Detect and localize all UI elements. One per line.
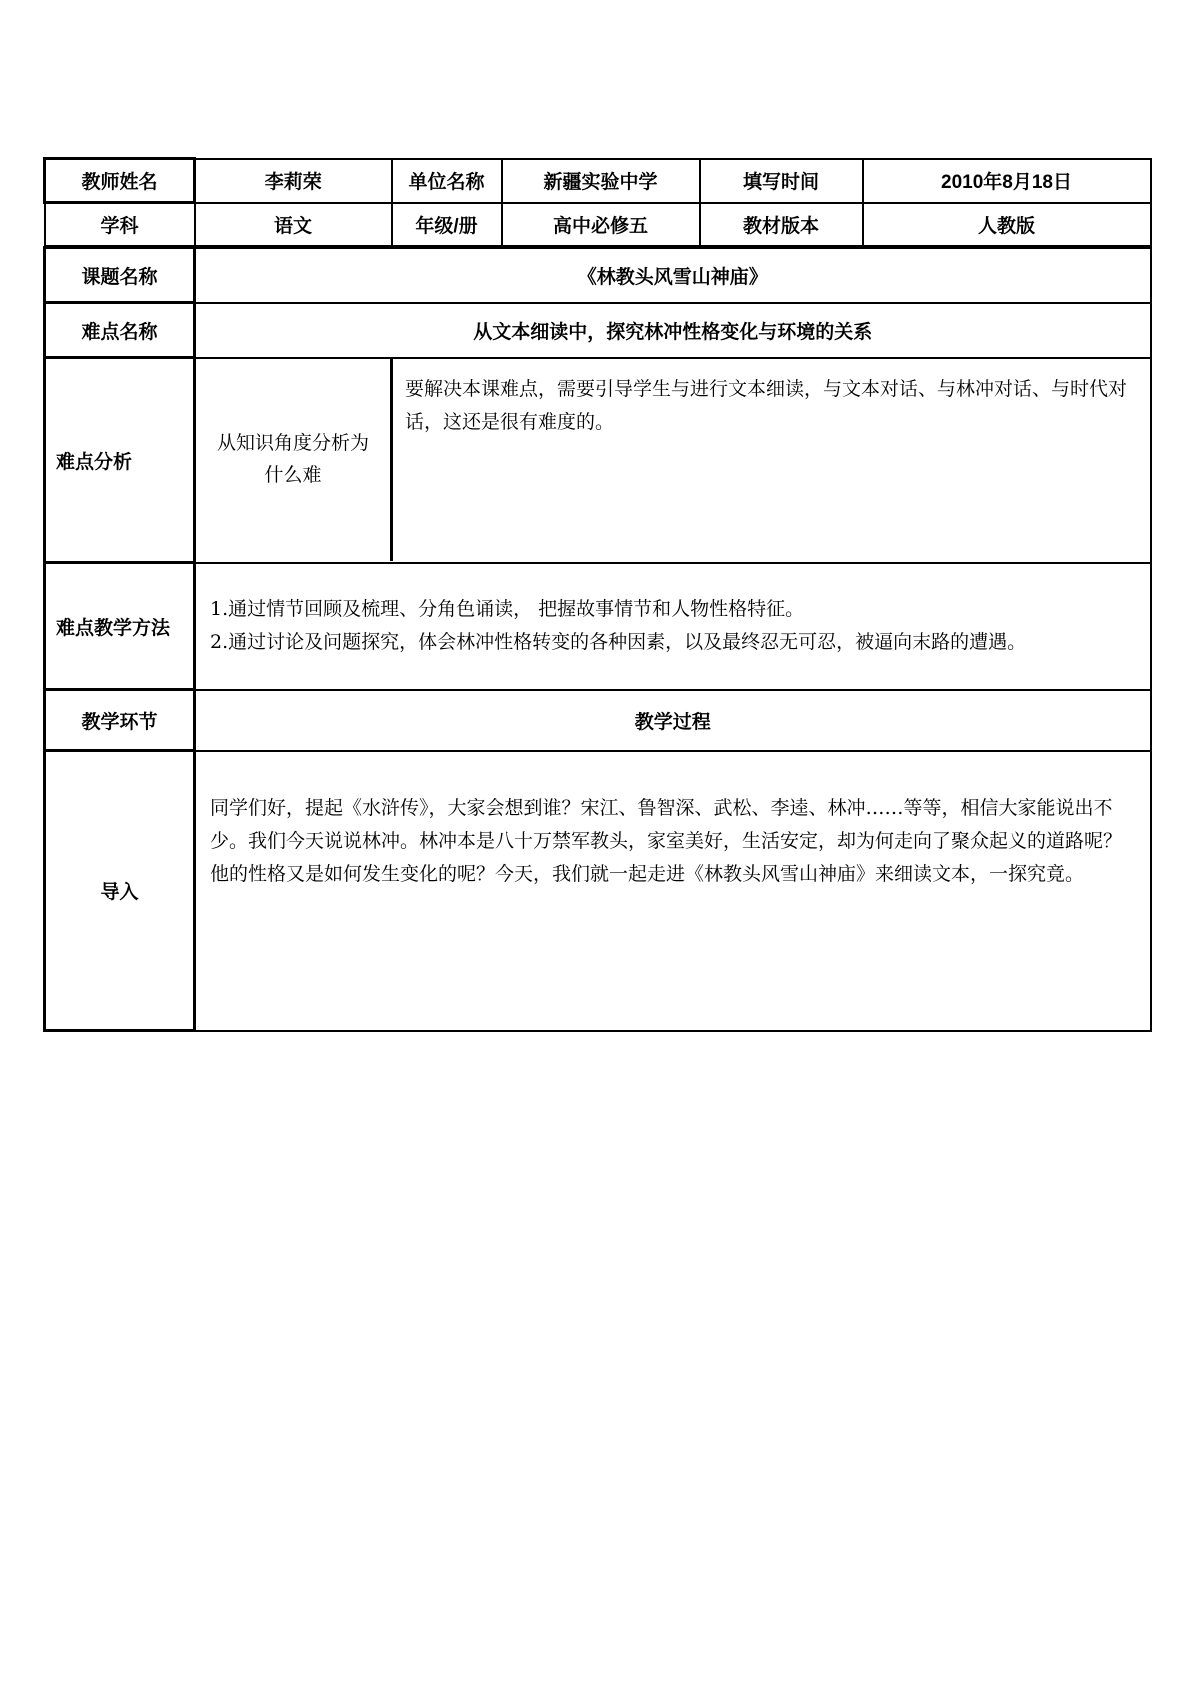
unit-name-label: 单位名称: [392, 159, 502, 203]
analysis-row: [45, 358, 1151, 563]
intro-text: 同学们好，提起《水浒传》，大家会想到谁？宋江、鲁智深、武松、李逵、林冲……等等，相信大家能说出不少。我们今天说说林冲。林冲本是八十万禁军教头，家室美好，生活安定，却为何走向了聚众起义的道路呢？他的性格又是如何发生变化的呢？今天，我们就一起走进《林教头风雪山神庙》来细读文本，一探究竟。: [210, 796, 1123, 885]
teacher-name-label: 教师姓名: [45, 159, 195, 203]
edition-label: 教材版本: [700, 203, 863, 247]
fill-date-value: 2010年8月18日: [863, 159, 1151, 203]
info-row-2: [45, 203, 1151, 247]
method-cell: [195, 563, 1151, 690]
steps-label: 教学环节: [45, 690, 195, 751]
edition-value: 人教版: [863, 203, 1151, 247]
lesson-title-row: [45, 248, 1151, 303]
intro-row: [45, 751, 1151, 1031]
grade-label: 年级/册: [392, 203, 502, 247]
lesson-title-value: 《林教头风雪山神庙》: [195, 248, 1151, 303]
method-line-1: 1.通过情节回顾及梳理、分角色诵读， 把握故事情节和人物性格特征。: [210, 598, 805, 620]
analysis-text: 要解决本课难点，需要引导学生与进行文本细读，与文本对话、与林冲对话、与时代对话，这还是很有难度的。: [405, 378, 1128, 433]
grade-value: 高中必修五: [502, 203, 700, 247]
analysis-sub-label: 从知识角度分析为什么难: [196, 359, 393, 561]
info-table: [43, 157, 1152, 247]
lesson-table: [43, 246, 1152, 1032]
unit-name-value: 新疆实验中学: [502, 159, 700, 203]
steps-row: [45, 690, 1151, 751]
info-row-1: [45, 159, 1151, 203]
method-line-2: 2.通过讨论及问题探究，体会林冲性格转变的各种因素，以及最终忍无可忍，被逼向末路的遭遇。: [210, 631, 1027, 653]
difficulty-label: 难点名称: [45, 303, 195, 358]
intro-cell: [195, 751, 1151, 1031]
difficulty-row: [45, 303, 1151, 358]
difficulty-value: 从文本细读中，探究林冲性格变化与环境的关系: [195, 303, 1151, 358]
lesson-title-label: 课题名称: [45, 248, 195, 303]
process-label: 教学过程: [195, 690, 1151, 751]
teacher-name-value: 李莉荣: [195, 159, 392, 203]
method-row: [45, 563, 1151, 690]
subject-value: 语文: [195, 203, 392, 247]
method-label: 难点教学方法: [45, 563, 195, 690]
fill-date-label: 填写时间: [700, 159, 863, 203]
analysis-cell: [195, 358, 1151, 563]
analysis-label: 难点分析: [45, 358, 195, 563]
subject-label: 学科: [45, 203, 195, 247]
intro-label: 导入: [45, 751, 195, 1031]
